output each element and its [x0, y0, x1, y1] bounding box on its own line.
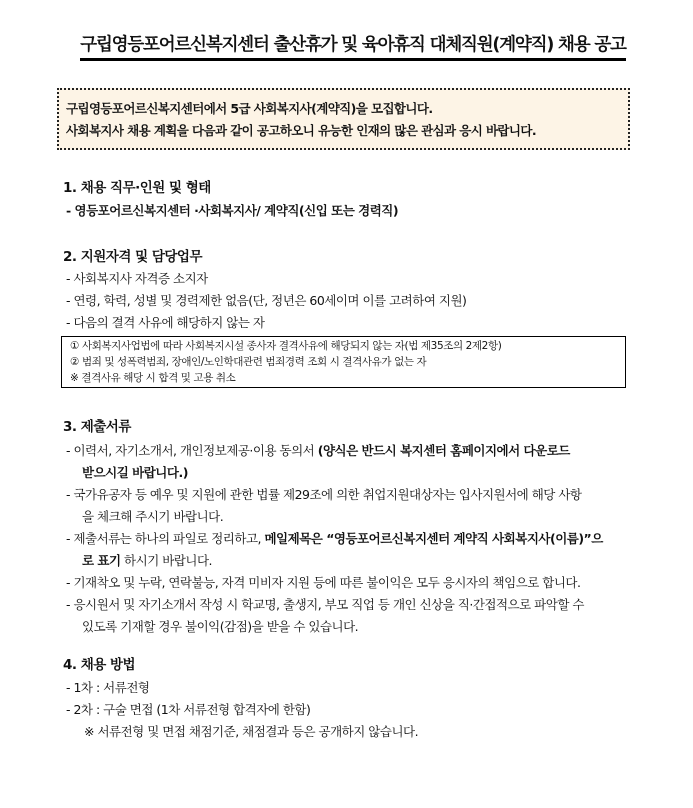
intro-line-2: 사회복지사 채용 계획을 다음과 같이 공고하오니 유능한 인재의 많은 관심과 응시 바랍니다. [66, 123, 536, 138]
section-2-item-2: - 연령, 학력, 성별 및 경력제한 없음(단, 정년은 60세이며 이를 고려하여 지원) [66, 293, 467, 308]
section-2-item-1: - 사회복지사 자격증 소지자 [66, 271, 208, 286]
section-2-heading: 2. 지원자격 및 담당업무 [63, 249, 202, 265]
section-3-item-3-cont [82, 553, 212, 569]
intro-box [57, 88, 630, 150]
section-3-item-1-text: - 이력서, 자기소개서, 개인정보제공·이용 동의서 [66, 443, 318, 458]
section-4-item-2: - 2차 : 구술 면접 (1차 서류전형 합격자에 한함) [66, 702, 311, 717]
section-3-item-3-emphasis: 메일제목은 “영등포어르신복지센터 계약직 사회복지사(이름)”으 [264, 531, 603, 546]
section-3-item-4: - 기재착오 및 누락, 연락불능, 자격 미비자 지원 등에 따른 불이익은 모두 응시자의 책임으로 합니다. [66, 575, 581, 590]
section-3-item-1 [66, 443, 570, 459]
section-3-item-1-emphasis: (양식은 반드시 복지센터 홈페이지에서 다운로드 [317, 443, 570, 458]
page-title: 구립영등포어르신복지센터 출산휴가 및 육아휴직 대체직원(계약직) 채용 공고 [80, 35, 626, 55]
section-1-item: - 영등포어르신복지센터 ·사회복지사/ 계약직(신입 또는 경력직) [66, 203, 399, 218]
section-2-item-3: - 다음의 결격 사유에 해당하지 않는 자 [66, 315, 265, 330]
section-3-item-2: - 국가유공자 등 예우 및 지원에 관한 법률 제29조에 의한 취업지원대상자는 입사지원서에 해당 사항 [66, 487, 582, 502]
section-3-item-3 [66, 531, 603, 547]
section-3-item-3-text: - 제출서류는 하나의 파일로 정리하고, [66, 531, 265, 546]
section-3-heading: 3. 제출서류 [63, 419, 131, 435]
section-3-item-3-cont-text: 하시기 바랍니다. [120, 553, 213, 568]
section-1-heading: 1. 채용 직무·인원 및 형태 [63, 180, 211, 196]
disqualification-criteria-box [61, 336, 626, 388]
criteria-item-1: ① 사회복지사업법에 따라 사회복지시설 종사자 결격사유에 해당되지 않는 자(법 제35조의 2제2항) [70, 340, 502, 352]
criteria-note: ※ 결격사유 해당 시 합격 및 고용 취소 [70, 372, 236, 384]
section-4-item-1: - 1차 : 서류전형 [66, 680, 150, 695]
section-3-item-5: - 응시원서 및 자기소개서 작성 시 학교명, 출생지, 부모 직업 등 개인 신상을 직·간접적으로 파악할 수 [66, 597, 584, 612]
section-3-item-3-cont-emphasis: 로 표기 [82, 553, 121, 568]
section-4-heading: 4. 채용 방법 [63, 657, 136, 673]
title-underline [80, 58, 626, 61]
intro-line-1: 구립영등포어르신복지센터에서 5급 사회복지사(계약직)을 모집합니다. [66, 101, 433, 116]
section-3-item-5-cont: 있도록 기재할 경우 불이익(감점)을 받을 수 있습니다. [82, 619, 359, 634]
section-4-note: ※ 서류전형 및 면접 채점기준, 채점결과 등은 공개하지 않습니다. [84, 724, 419, 739]
section-3-item-2-cont: 을 체크해 주시기 바랍니다. [82, 509, 224, 524]
criteria-item-2: ② 범죄 및 성폭력범죄, 장애인/노인학대관련 범죄경력 조회 시 결격사유가 없는 자 [70, 356, 427, 368]
section-3-item-1-cont: 받으시길 바랍니다.) [82, 465, 188, 480]
